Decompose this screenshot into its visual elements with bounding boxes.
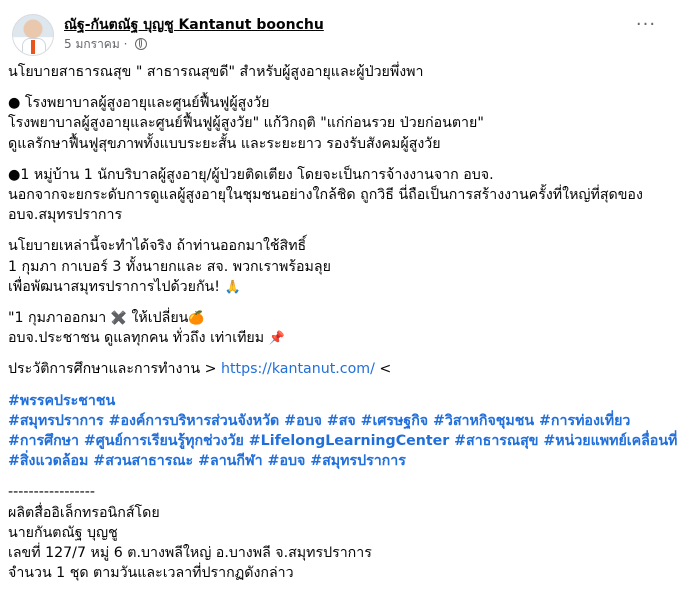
hashtag-line[interactable]: #การศึกษา #ศูนย์การเรียนรู้ทุกช่วงวัย #LifelongLearningCenter #สาธารณสุข #หน่วยแพทย์เคลื่อนที่ [8, 433, 678, 450]
text-line [8, 328, 672, 348]
paragraph-slogan [8, 308, 672, 348]
paragraph-hospital [8, 93, 672, 154]
cross-icon: ✖️ [110, 311, 127, 327]
meta-separator: · [123, 37, 128, 51]
text-line: จำนวน 1 ชุด ตามวันและเวลาที่ปรากฏดังกล่าว [8, 565, 294, 582]
text-fragment: "1 กุมภาออกมา [8, 310, 107, 327]
text-line: ●1 หมู่บ้าน 1 นักบริบาลผู้สูงอายุ/ผู้ป่วยติดเตียง โดยจะเป็นการจ้างงานจาก อบจ. [8, 166, 494, 183]
text-line [8, 308, 672, 328]
text-line: 1 กุมภา กาเบอร์ 3 ทั้งนายกและ สจ. พวกเราพร้อมลุย [8, 258, 331, 275]
text-line: อบจ.สมุทรปราการ [8, 207, 123, 224]
text-fragment: อบจ.ประชาชน ดูแลทุกคน ทั่วถึง เท่าเทียม [8, 330, 265, 347]
text-line: ----------------- [8, 484, 96, 501]
paragraph-title [8, 62, 672, 82]
profile-link[interactable]: https://kantanut.com/ [220, 361, 375, 378]
text-fragment: ประวัติการศึกษาและการทำงาน > [8, 361, 217, 378]
orange-icon: 🍊 [188, 311, 205, 327]
post-body [8, 62, 678, 594]
hashtags [8, 391, 678, 472]
globe-icon [135, 38, 147, 50]
text-line: นายกันตณัฐ บุญชู [8, 524, 118, 541]
post-header [12, 12, 668, 56]
post-date[interactable]: 5 มกราคม [64, 37, 120, 51]
text-line [8, 359, 672, 379]
paragraph-footer [8, 482, 672, 583]
text-line: โรงพยาบาลผู้สูงอายุและศูนย์ฟื้นฟูผู้สูงวัย" แก้วิกฤติ "แก่ก่อนรวย ป่วยก่อนตาย" [8, 115, 484, 132]
text-line: นโยบายเหล่านี้จะทำได้จริง ถ้าท่านออกมาใช้สิทธิ์ [8, 238, 307, 255]
text-fragment: < [379, 361, 392, 378]
text-line: ● โรงพยาบาลผู้สูงอายุและศูนย์ฟื้นฟูผู้สูงวัย [8, 95, 270, 112]
pin-icon: 📌 [268, 331, 285, 347]
author-avatar[interactable] [12, 14, 54, 56]
hashtag-line[interactable]: #พรรคประชาชน [8, 392, 116, 409]
author-name[interactable]: ณัฐ-กันตณัฐ บุญชู Kantanut boonchu [64, 17, 324, 33]
text-line: ดูแลรักษาฟื้นฟูสุขภาพทั้งแบบระยะสั้น และระยะยาว รองรับสังคมผู้สูงวัย [8, 135, 441, 152]
post-meta [64, 35, 147, 54]
text-line: นอกจากจะยกระดับการดูแลผู้สูงอายุในชุมชนอย่างใกล้ชิด ถูกวิธี นี่ถือเป็นการสร้างงานครั้งที่ใหญ่ที่สุดของ [8, 187, 643, 204]
avatar-tie [31, 40, 35, 54]
text-line: เลขที่ 127/7 หมู่ 6 ต.บางพลีใหญ่ อ.บางพลี จ.สมุทรปราการ [8, 545, 372, 562]
text-fragment: เพื่อพัฒนาสมุทรปราการไปด้วยกัน! [8, 278, 220, 295]
text-fragment: ให้เปลี่ยน [131, 310, 189, 327]
paragraph-profile-link [8, 359, 672, 379]
text-line: นโยบายสาธารณสุข " สาธารณสุขดี" สำหรับผู้สูงอายุและผู้ป่วยพึ่งพา [8, 64, 424, 80]
pray-icon: 🙏 [224, 279, 241, 295]
more-options-icon[interactable]: ··· [635, 14, 657, 35]
hashtag-line[interactable]: #สมุทรปราการ #องค์การบริหารส่วนจังหวัด #อบจ #สจ #เศรษฐกิจ #วิสาหกิจชุมชน #การท่องเที่ยว [8, 412, 631, 429]
paragraph-caregiver [8, 165, 672, 226]
text-line: ผลิตสื่ออิเล็กทรอนิกส์โดย [8, 504, 160, 521]
text-line [8, 277, 672, 297]
hashtag-line[interactable]: #สิ่งแวดล้อม #สวนสาธารณะ #ลานกีฬา #อบจ #สมุทรปราการ [8, 453, 406, 470]
paragraph-vote [8, 236, 672, 297]
